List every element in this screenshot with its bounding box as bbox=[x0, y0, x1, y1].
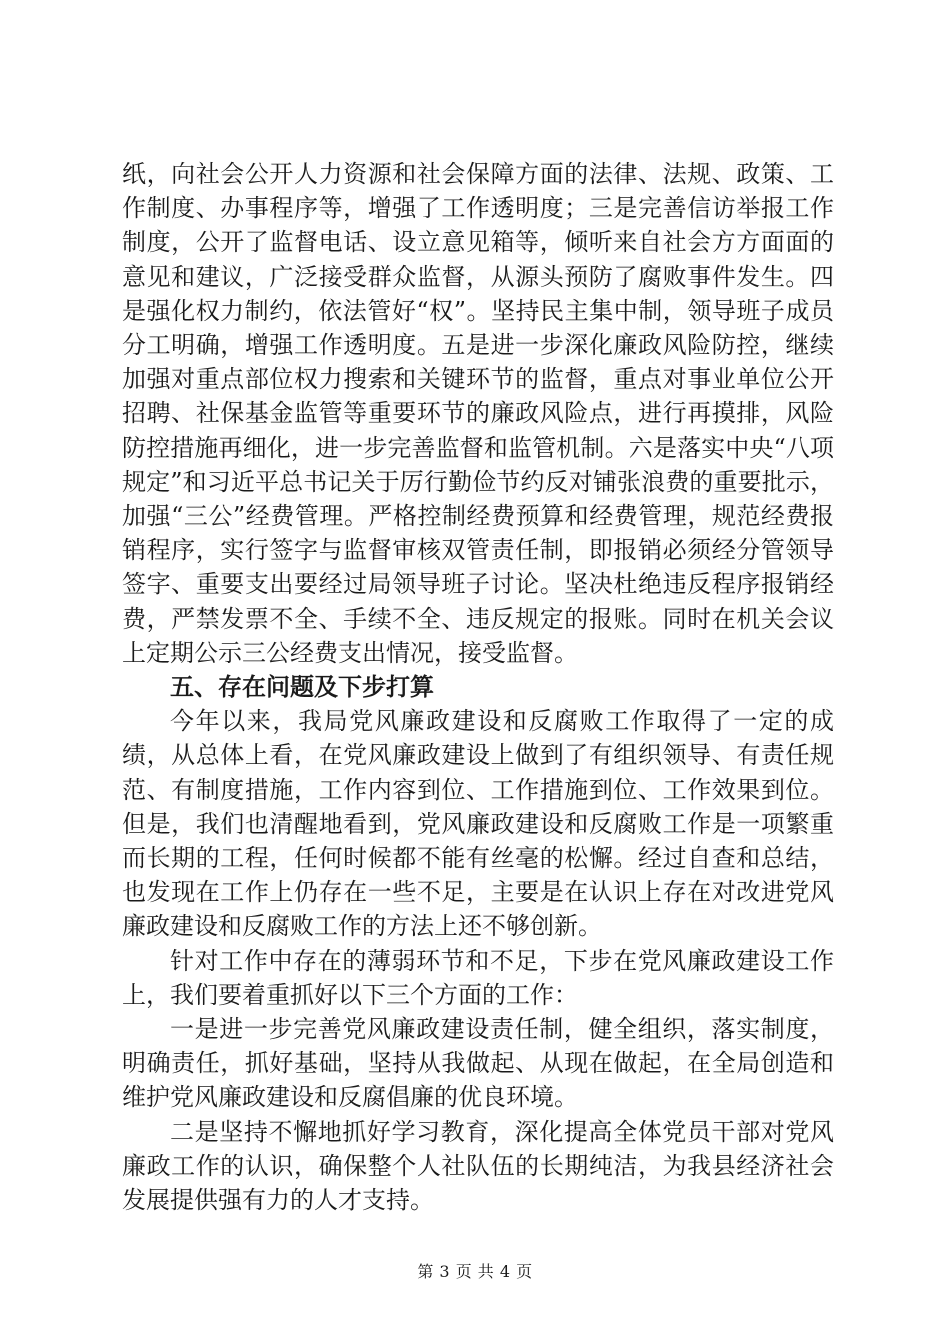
paragraph-point-one: 一是进一步完善党风廉政建设责任制，健全组织，落实制度，明确责任，抓好基础，坚持从我做起、从现在做起，在全局创造和维护党风廉政建设和反腐倡廉的优良环境。 bbox=[122, 1015, 834, 1112]
paragraph-next-steps-intro: 针对工作中存在的薄弱环节和不足，下步在党风廉政建设工作上，我们要着重抓好以下三个方面的工作： bbox=[122, 946, 834, 1009]
paragraph-summary: 今年以来，我局党风廉政建设和反腐败工作取得了一定的成绩，从总体上看，在党风廉政建设上做到了有组织领导、有责任规范、有制度措施，工作内容到位、工作措施到位、工作效果到位。但是，我们也清醒地看到，党风廉政建设和反腐败工作是一项繁重而长期的工程，任何时候都不能有丝毫的松懈。经过自查和总结，也发现在工作上仍存在一些不足，主要是在认识上存在对改进党风廉政建设和反腐败工作的方法上还不够创新。 bbox=[122, 707, 834, 941]
document-body bbox=[122, 157, 834, 1217]
paragraph-point-two: 二是坚持不懈地抓好学习教育，深化提高全体党员干部对党风廉政工作的认识，确保整个人社队伍的长期纯洁，为我县经济社会发展提供强有力的人才支持。 bbox=[122, 1117, 834, 1215]
section-heading: 五、存在问题及下步打算 bbox=[170, 673, 434, 702]
page-number-footer: 第 3 页 共 4 页 bbox=[417, 1262, 533, 1281]
paragraph-continuation: 纸，向社会公开人力资源和社会保障方面的法律、法规、政策、工作制度、办事程序等，增强了工作透明度；三是完善信访举报工作制度，公开了监督电话、设立意见箱等，倾听来自社会方方面面的意见和建议，广泛接受群众监督，从源头预防了腐败事件发生。四是强化权力制约，依法管好“权”。坚持民主集中制，领导班子成员分工明确，增强工作透明度。五是进一步深化廉政风险防控，继续加强对重点部位权力搜索和关键环节的监督，重点对事业单位公开招聘、社保基金监管等重要环节的廉政风险点，进行再摸排，风险防控措施再细化，进一步完善监督和监管机制。六是落实中央“八项规定”和习近平总书记关于厉行勤俭节约反对铺张浪费的重要批示，加强“三公”经费管理。严格控制经费预算和经费管理，规范经费报销程序，实行签字与监督审核双管责任制，即报销必须经分管领导签字、重要支出要经过局领导班子讨论。坚决杜绝违反程序报销经费，严禁发票不全、手续不全、违反规定的报账。同时在机关会议上定期公示三公经费支出情况，接受监督。 bbox=[122, 160, 834, 667]
